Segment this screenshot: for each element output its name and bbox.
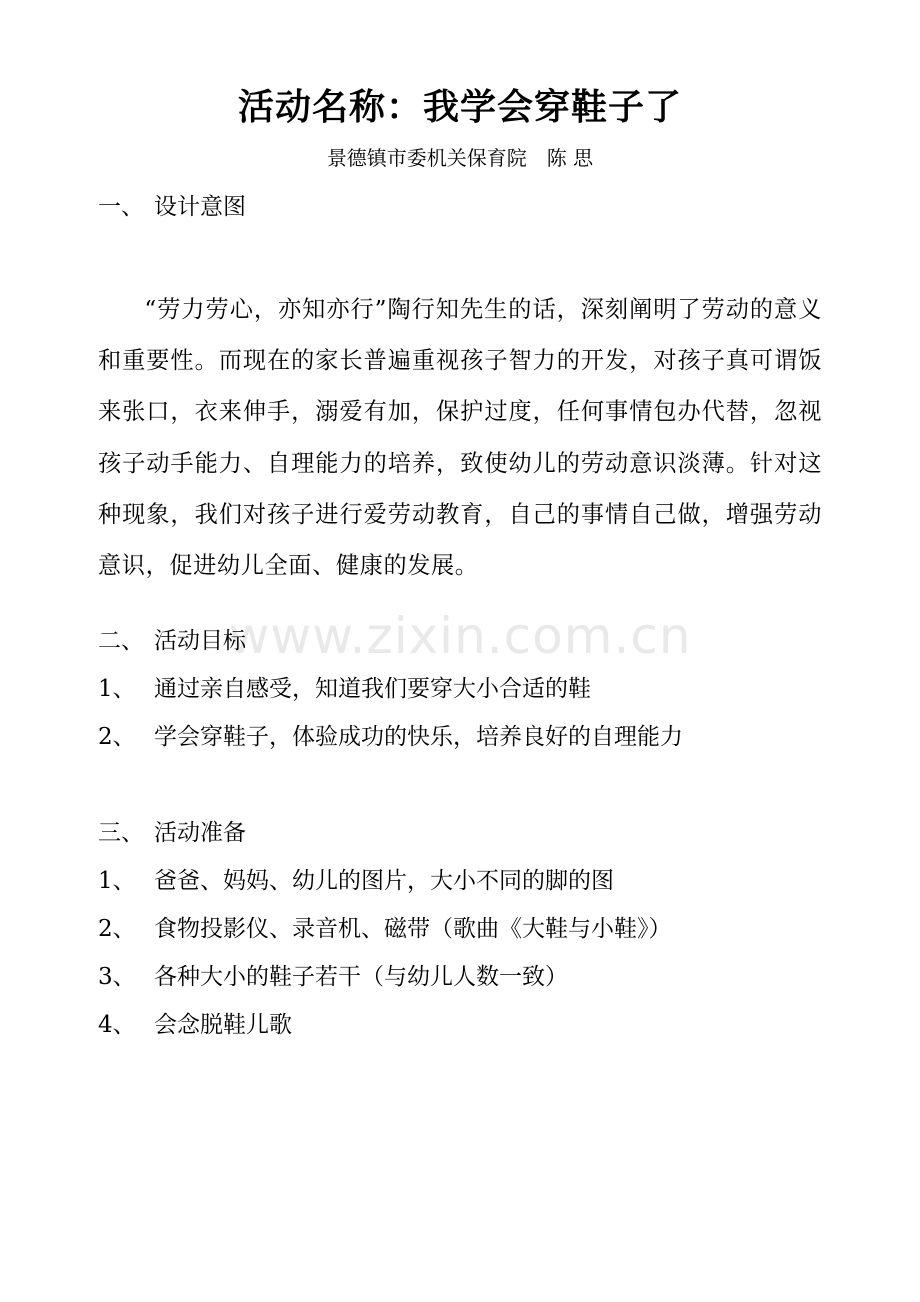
item-number: 3、 [98,964,136,990]
section-heading-activity-goals [98,624,246,658]
item-text: 通过亲自感受，知道我们要穿大小合适的鞋 [154,676,591,702]
section-heading-activity-preparation [98,816,246,850]
item-text: 会念脱鞋儿歌 [154,1012,292,1038]
item-number: 2、 [98,724,136,750]
item-text: 学会穿鞋子，体验成功的快乐，培养良好的自理能力 [154,724,683,750]
section-heading-design-intent [98,190,246,224]
document-title: 活动名称：我学会穿鞋子了 [237,87,682,128]
item-number: 2、 [98,916,136,942]
list-item [98,960,568,994]
list-item [98,672,591,706]
item-number: 1、 [98,868,136,894]
section-number: 三、 [98,820,144,846]
section-title: 活动准备 [154,820,246,846]
item-number: 4、 [98,1012,136,1038]
item-text: 各种大小的鞋子若干（与幼儿人数一致） [154,964,568,990]
item-number: 1、 [98,676,136,702]
section-number: 二、 [98,628,144,654]
item-text: 食物投影仪、录音机、磁带（歌曲《大鞋与小鞋》） [154,916,672,942]
item-text: 爸爸、妈妈、幼儿的图片，大小不同的脚的图 [154,868,614,894]
section-number: 一、 [98,194,144,220]
list-item [98,720,683,754]
list-item [98,1008,292,1042]
section-title: 设计意图 [154,194,246,220]
watermark: www.zixin.com.cn [228,607,692,665]
section-title: 活动目标 [154,628,246,654]
author-line: 景德镇市委机关保育院 陈 思 [326,146,594,170]
list-item [98,864,614,898]
design-intent-paragraph: “劳力劳心，亦知亦行”陶行知先生的话，深刻阐明了劳动的意义和重要性。而现在的家长普遍重视孩子智力的开发，对孩子真可谓饭来张口，衣来伸手，溺爱有加，保护过度，任何事情包办代替，忽视孩子动手能力、自理能力的培养，致使幼儿的劳动意识淡薄。针对这种现象，我们对孩子进行爱劳动教育，自己的事情自己做，增强劳动意识，促进幼儿全面、健康的发展。 [98,296,822,580]
list-item [98,912,672,946]
